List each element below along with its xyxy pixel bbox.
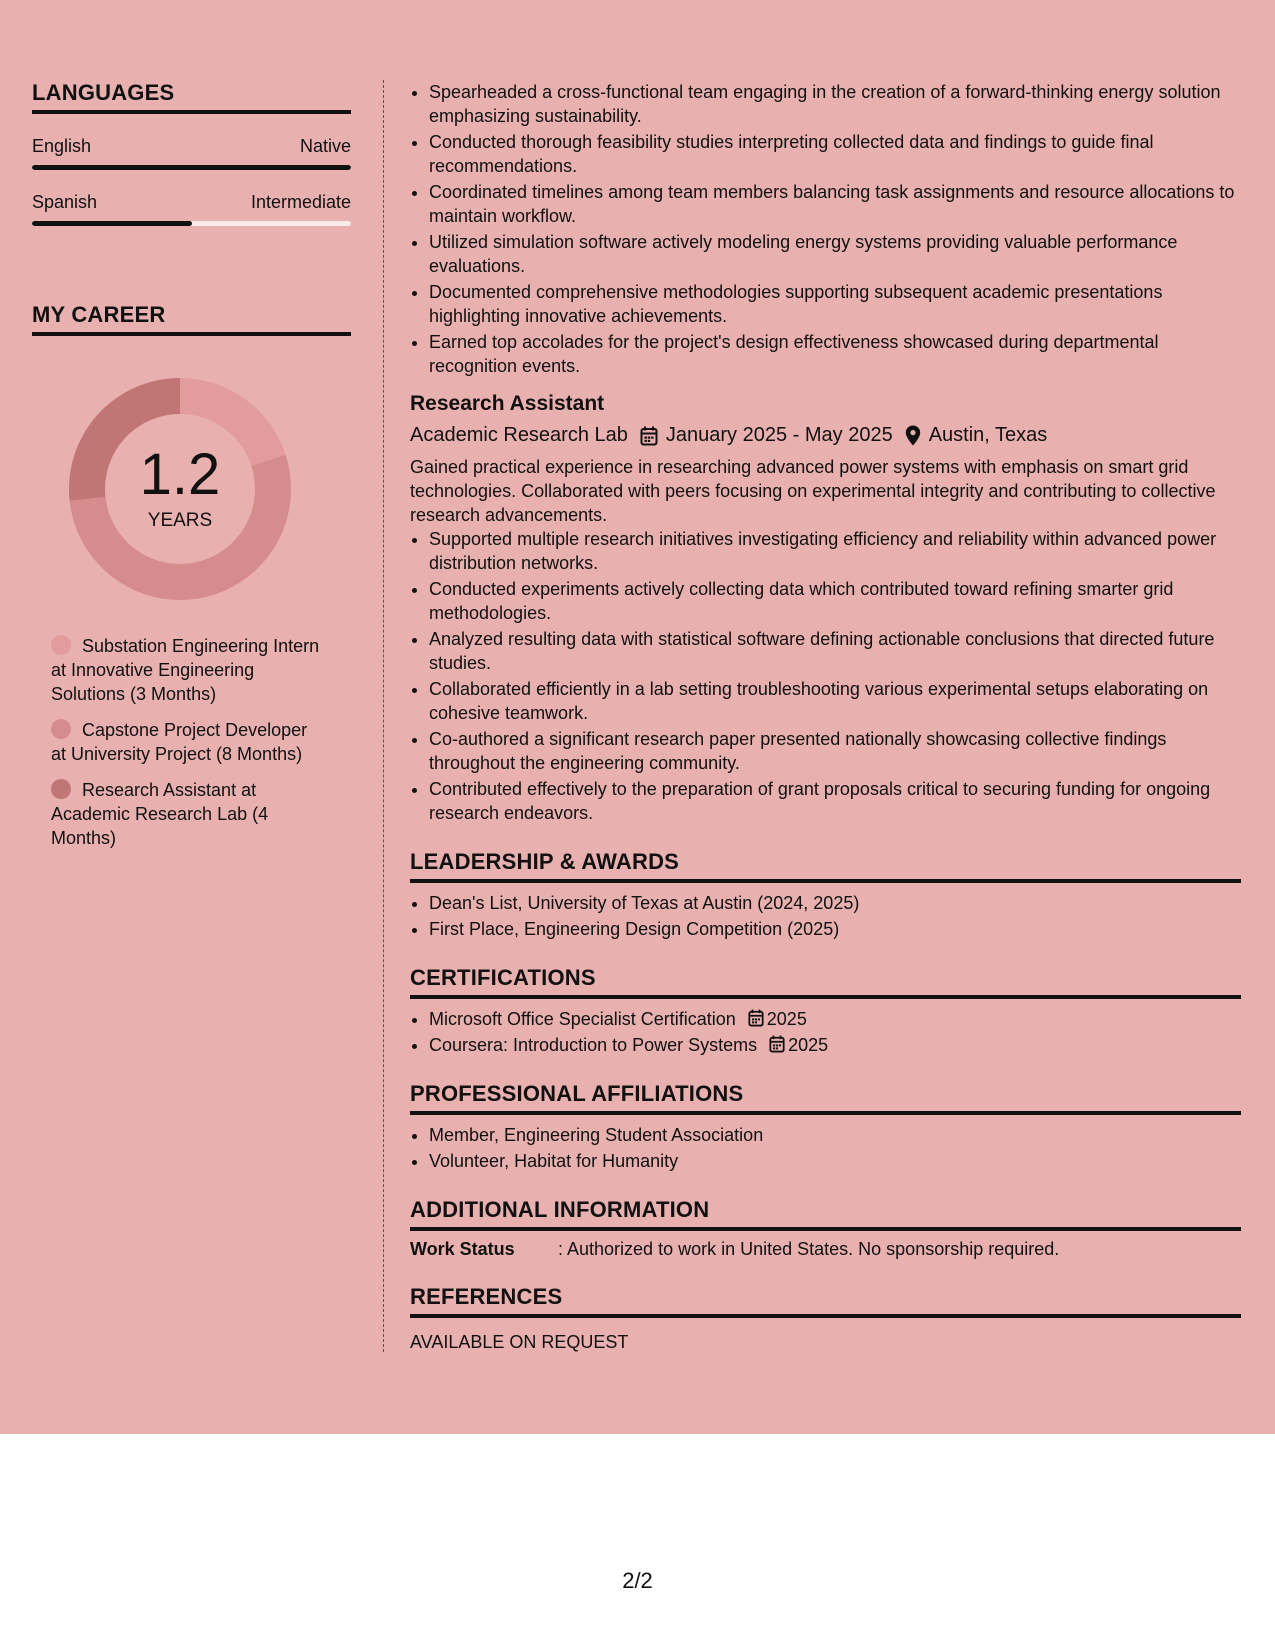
job-entry — [410, 392, 1241, 825]
list-item: • Spearheaded a cross-functional team engaging in the creation of a forward-thinking energy solution emphasizing sustainability. — [429, 80, 1241, 128]
language-name: Spanish — [32, 192, 98, 212]
legend-label: Substation Engineering Intern at Innovative Engineering Solutions (3 Months) — [51, 636, 320, 704]
right-column — [410, 80, 1241, 1353]
references-title: REFERENCES — [410, 1284, 1241, 1318]
career-total-years: 1.2 — [139, 442, 221, 507]
job-company: Academic Research Lab — [410, 424, 628, 446]
languages-title: LANGUAGES — [32, 80, 351, 114]
job-description: Gained practical experience in researching advanced power systems with emphasis on smart grid technologies. Collaborated with peers focusing on experimental integrity and contributing to collective research advancements. — [410, 457, 1216, 525]
leadership-title: LEADERSHIP & AWARDS — [410, 849, 1241, 883]
career-legend-item — [51, 778, 321, 850]
list-item: • Contributed effectively to the preparation of grant proposals critical to securing funding for ongoing research endeavors. — [429, 777, 1241, 825]
job-dates: January 2025 - May 2025 — [665, 424, 893, 446]
references-section — [410, 1284, 1241, 1353]
additional-info-section — [410, 1197, 1241, 1260]
work-status-value: : Authorized to work in United States. No sponsorship required. — [558, 1239, 1060, 1259]
legend-label: Capstone Project Developer at University Project (8 Months) — [51, 720, 308, 764]
language-proficiency-bar — [32, 221, 351, 226]
page-number: 2/2 — [622, 1568, 653, 1593]
list-item: • Utilized simulation software actively modeling energy systems providing valuable performance evaluations. — [429, 230, 1241, 278]
calendar-icon — [748, 1009, 764, 1027]
legend-dot — [51, 635, 71, 655]
language-level: Native — [299, 136, 351, 156]
language-item — [32, 136, 351, 170]
list-item: • Member, Engineering Student Association — [429, 1123, 1241, 1147]
list-item: • Co-authored a significant research paper presented nationally showcasing collective findings throughout the engineering community. — [429, 727, 1241, 775]
list-item: • Earned top accolades for the project's design effectiveness showcased during departmental recognition events. — [429, 330, 1241, 378]
references-text: AVAILABLE ON REQUEST — [410, 1332, 629, 1352]
language-proficiency-fill — [32, 165, 351, 170]
language-level: Intermediate — [250, 192, 351, 212]
affiliations-section — [410, 1081, 1241, 1173]
career-legend-item — [51, 634, 321, 706]
career-legend — [51, 634, 321, 850]
map-pin-icon — [905, 425, 921, 446]
certifications-title: CERTIFICATIONS — [410, 965, 1241, 999]
list-item: • Dean's List, University of Texas at Austin (2024, 2025) — [429, 891, 1241, 915]
certification-year: 2025 — [788, 1035, 829, 1055]
legend-dot — [51, 779, 71, 799]
list-item: • Collaborated efficiently in a lab setting troubleshooting various experimental setups elaborating on cohesive teamwork. — [429, 677, 1241, 725]
list-item: • Coordinated timelines among team members balancing task assignments and resource allocations to maintain workflow. — [429, 180, 1241, 228]
column-divider — [383, 80, 384, 1352]
affiliations-title: PROFESSIONAL AFFILIATIONS — [410, 1081, 1241, 1115]
legend-dot — [51, 719, 71, 739]
list-item: • Analyzed resulting data with statistical software defining actionable conclusions that directed future studies. — [429, 627, 1241, 675]
calendar-icon — [769, 1035, 785, 1053]
legend-label: Research Assistant at Academic Research Lab (4 Months) — [51, 780, 269, 848]
list-item — [429, 1033, 1241, 1057]
language-proficiency-fill — [32, 221, 192, 226]
left-column — [32, 80, 351, 862]
job-location: Austin, Texas — [928, 424, 1048, 446]
career-legend-item — [51, 718, 321, 766]
work-status-label: Work Status — [410, 1239, 515, 1259]
language-name: English — [32, 136, 92, 156]
language-proficiency-bar — [32, 165, 351, 170]
career-total-unit: YEARS — [147, 510, 213, 531]
calendar-icon — [640, 426, 658, 446]
career-donut-chart — [65, 374, 295, 604]
job-bullets — [410, 527, 1241, 825]
language-item — [32, 192, 351, 226]
certification-year: 2025 — [766, 1009, 807, 1029]
career-title: MY CAREER — [32, 302, 351, 336]
leadership-section — [410, 849, 1241, 941]
certification-name: Coursera: Introduction to Power Systems — [429, 1035, 758, 1055]
list-item: • Conducted thorough feasibility studies interpreting collected data and findings to guide final recommendations. — [429, 130, 1241, 178]
list-item: • Supported multiple research initiatives investigating efficiency and reliability within advanced power distribution networks. — [429, 527, 1241, 575]
job-meta — [410, 424, 1241, 447]
list-item: • Volunteer, Habitat for Humanity — [429, 1149, 1241, 1173]
list-item — [429, 1007, 1241, 1031]
job-title: Research Assistant — [410, 392, 605, 415]
additional-info-title: ADDITIONAL INFORMATION — [410, 1197, 1241, 1231]
certification-name: Microsoft Office Specialist Certification — [429, 1009, 736, 1029]
certifications-section — [410, 965, 1241, 1057]
previous-job-bullets — [410, 80, 1241, 378]
list-item: • Documented comprehensive methodologies supporting subsequent academic presentations highlighting innovative achievements. — [429, 280, 1241, 328]
list-item: • First Place, Engineering Design Competition (2025) — [429, 917, 1241, 941]
list-item: • Conducted experiments actively collecting data which contributed toward refining smarter grid methodologies. — [429, 577, 1241, 625]
